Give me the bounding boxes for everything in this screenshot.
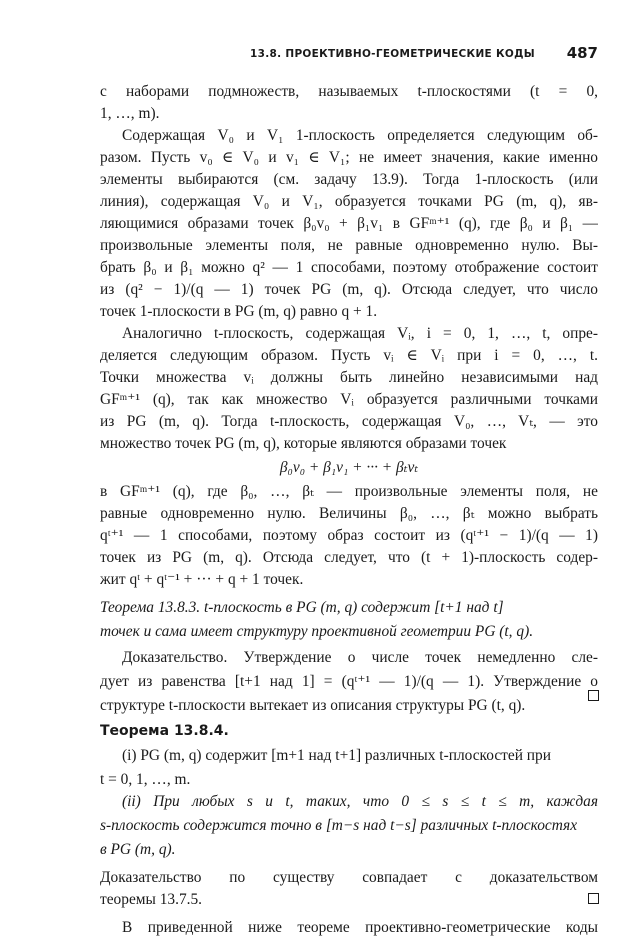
text-line: Аналогично t-плоскость, содержащая Vᵢ, i = 0, 1, …, t, опре- [122, 325, 598, 342]
proof-line: Доказательство. Утверждение о числе точек немедленно сле- [122, 649, 598, 666]
text-line: qᵗ⁺¹ — 1 способами, поэтому образ состоит из (qᵗ⁺¹ − 1)/(q — 1) [100, 527, 598, 544]
text-line: Содержащая V₀ и V₁ 1-плоскость определяется следующим об- [122, 127, 598, 144]
text-line: разом. Пусть v₀ ∈ V₀ и v₁ ∈ V₁; не имеет значения, какие именно [100, 149, 598, 166]
theorem-13-8-4-part-i: (i) PG (m, q) содержит [m+1 над t+1] различных t-плоскостей при [122, 747, 551, 764]
text-line: GFᵐ⁺¹ (q), так как множество Vᵢ образуется различными точками [100, 391, 598, 408]
theorem-13-8-4-part-ii-cont: s-плоскость содержится точно в [m−s над t−s] различных t-плоскостях [100, 817, 578, 834]
text-line: брать β₀ и β₁ можно q² — 1 способами, поэтому отображение состоит [100, 259, 598, 276]
text-line: В приведенной ниже теореме проективно-геометрические коды [122, 919, 598, 936]
text-line: линия), содержащая V₀ и V₁, образуется точками PG (m, q), яв- [100, 193, 598, 210]
section-title: 13.8. ПРОЕКТИВНО-ГЕОМЕТРИЧЕСКИЕ КОДЫ [250, 48, 535, 60]
theorem-13-8-3-statement-cont: точек и сама имеет структуру проективной геометрии PG (t, q). [100, 623, 534, 640]
text-line: равные одновременно нулю. Величины β₀, …, βₜ можно выбрать [100, 505, 598, 522]
qed-box [588, 690, 599, 701]
text-line: элементы выбираются (см. задачу 13.9). Тогда 1-плоскость (или [100, 171, 598, 188]
text-line: точек из PG (m, q). Отсюда следует, что (t + 1)-плоскость содер- [100, 549, 598, 566]
text-line: из (q² − 1)/(q — 1) точек PG (m, q). Отсюда следует, что число [100, 281, 598, 298]
display-equation: β₀v₀ + β₁v₁ + ··· + βₜvₜ [279, 459, 419, 476]
proof-line: дует из равенства [t+1 над 1] = (qᵗ⁺¹ — 1)/(q — 1). Утверждение о [100, 673, 598, 690]
text-line: в GFᵐ⁺¹ (q), где β₀, …, βₜ — произвольные элементы поля, не [100, 483, 598, 500]
running-header [250, 44, 598, 66]
text-line: с наборами подмножеств, называемых t-плоскостями (t = 0, [100, 83, 598, 100]
page-number: 487 [566, 44, 598, 62]
text-line: деляется следующим образом. Пусть vᵢ ∈ Vᵢ при i = 0, …, t. [100, 347, 598, 364]
theorem-13-8-4-part-ii-end: в PG (m, q). [100, 841, 176, 858]
proof-line: теоремы 13.7.5. [100, 891, 203, 908]
text-line: жит qᵗ + qᵗ⁻¹ + ··· + q + 1 точек. [100, 571, 304, 588]
text-line: произвольные элементы поля, не равные одновременно нулю. Вы- [100, 237, 598, 254]
text-line: Точки множества vᵢ должны быть линейно независимыми над [100, 369, 598, 386]
theorem-13-8-4-part-ii: (ii) При любых s и t, таких, что 0 ≤ s ≤ t ≤ m, каждая [122, 793, 598, 810]
theorem-13-8-4-part-i-cont: t = 0, 1, …, m. [100, 771, 191, 788]
proof-line: Доказательство по существу совпадает с доказательством [100, 869, 598, 886]
qed-box [588, 893, 599, 904]
text-line: ляющимися образами точек β₀v₀ + β₁v₁ в GFᵐ⁺¹ (q), где β₀ и β₁ — [100, 215, 598, 232]
text-line: из PG (m, q). Тогда t-плоскость, содержащая V₀, …, Vₜ, — это [100, 413, 598, 430]
text-line: множество точек PG (m, q), которые являются образами точек [100, 435, 507, 452]
text-line: 1, …, m). [100, 105, 160, 122]
theorem-13-8-4-heading: Теорема 13.8.4. [100, 723, 229, 739]
text-line: точек 1-плоскости в PG (m, q) равно q + 1. [100, 303, 378, 320]
proof-line: структуре t-плоскости вытекает из описания структуры PG (t, q). [100, 697, 526, 714]
theorem-13-8-3-statement: Теорема 13.8.3. t-плоскость в PG (m, q) содержит [t+1 над t] [100, 599, 504, 616]
